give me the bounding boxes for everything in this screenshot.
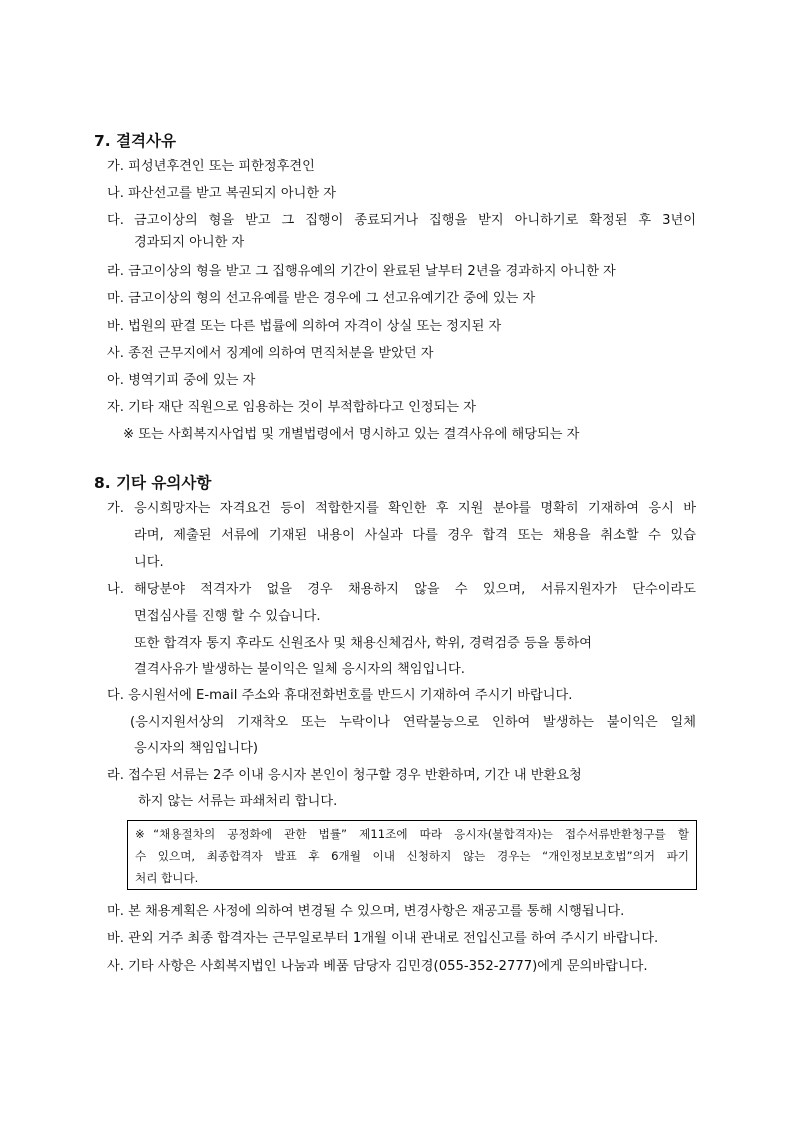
s8-item-ga-line2: 라며, 제출된 서류에 기재된 내용이 사실과 다를 경우 합격 또는 채용을 취소할 수 있습 <box>134 528 696 543</box>
list-item-a <box>107 371 255 391</box>
s8-item-da-line3: 응시자의 책임입니다) <box>134 741 258 756</box>
s8-item-na-line4: 결격사유가 발생하는 불이익은 일체 응시자의 책임입니다. <box>134 662 465 677</box>
s8-item-ra-line2: 하지 않는 서류는 파쇄처리 합니다. <box>138 794 338 809</box>
s8-item-da-line2: (응시지원서상의 기재착오 또는 누락이나 연락불능으로 인하여 발생하는 불이익은 일체 <box>130 715 696 730</box>
list-item-ja <box>107 398 476 418</box>
item-text: 본 채용계획은 사정에 의하여 변경될 수 있으며, 변경사항은 재공고를 통해 시행됩니다. <box>128 904 625 919</box>
s8-item-ga-line3: 니다. <box>134 555 164 570</box>
item-marker: 바. <box>107 319 124 334</box>
item-marker: 마. <box>107 904 124 919</box>
list-item-ga <box>107 157 315 177</box>
s8-item-na-marker: 나. <box>107 582 124 597</box>
list-item-sa <box>107 344 434 364</box>
item-text: 금고이상의 형을 받고 그 집행유예의 기간이 완료된 날부터 2년을 경과하지 아니한 자 <box>128 264 616 279</box>
list-item-ma <box>107 289 535 309</box>
item-text: 응시원서에 E-mail 주소와 휴대전화번호를 반드시 기재하여 주시기 바랍니다. <box>128 688 573 703</box>
section-7-note: ※ 또는 사회복지사업법 및 개별법령에서 명시하고 있는 결격사유에 해당되는 자 <box>123 427 580 442</box>
notice-line1: ※“채용절차의 공정화에 관한 법률” 제11조에 따라 응시자(불합격자)는 접수서류반환청구를 할 <box>135 827 689 841</box>
item-text: 관외 거주 최종 합격자는 근무일로부터 1개월 이내 관내로 전입신고를 하여 주시기 바랍니다. <box>128 931 659 946</box>
list-item-da-line2: 경과되지 아니한 자 <box>134 235 245 250</box>
notice-line3: 처리 합니다. <box>135 871 199 885</box>
item-marker: 자. <box>107 400 124 415</box>
item-text: 피성년후견인 또는 피한정후견인 <box>128 159 315 174</box>
item-text: 파산선고를 받고 복권되지 아니한 자 <box>128 186 336 201</box>
item-marker: 마. <box>107 291 124 306</box>
s8-item-ga-line1: 응시희망자는 자격요건 등이 적합한지를 확인한 후 지원 분야를 명확히 기재하여 응시 바 <box>134 501 696 516</box>
s8-item-ma <box>107 902 624 922</box>
item-marker: 나. <box>107 186 124 201</box>
section-8-title: 8. 기타 유의사항 <box>94 474 212 492</box>
list-item-ra <box>107 262 616 282</box>
list-item-na <box>107 184 336 204</box>
item-marker: 라. <box>107 264 124 279</box>
s8-item-na-line1: 해당분야 적격자가 없을 경우 채용하지 않을 수 있으며, 서류지원자가 단수이라도 <box>134 582 696 597</box>
list-item-da-marker: 다. <box>107 213 124 228</box>
s8-item-sa <box>107 957 648 977</box>
item-text: 병역기피 중에 있는 자 <box>128 373 256 388</box>
s8-item-ba <box>107 929 658 949</box>
item-marker: 라. <box>107 768 124 783</box>
s8-item-da <box>107 686 572 706</box>
item-text: 종전 근무지에서 징계에 의하여 면직처분을 받았던 자 <box>128 346 434 361</box>
item-text: 금고이상의 형의 선고유예를 받은 경우에 그 선고유예기간 중에 있는 자 <box>128 291 536 306</box>
item-text: 기타 사항은 사회복지법인 나눔과 베품 담당자 김민경(055-352-2777)에게 문의바랍니다. <box>128 959 648 974</box>
notice-line2: 수 있으며, 최종합격자 발표 후 6개월 이내 신청하지 않는 경우는 “개인정보보호법”의거 파기 <box>135 849 689 863</box>
item-marker: 아. <box>107 373 124 388</box>
item-marker: 다. <box>107 688 124 703</box>
list-item-ba <box>107 317 501 337</box>
item-text: 법원의 판결 또는 다른 법률에 의하여 자격이 상실 또는 정지된 자 <box>128 319 502 334</box>
item-text: 접수된 서류는 2주 이내 응시자 본인이 청구할 경우 반환하며, 기간 내 반환요청 <box>128 768 582 783</box>
item-marker: 사. <box>107 346 124 361</box>
s8-item-ga-marker: 가. <box>107 501 124 516</box>
item-marker: 사. <box>107 959 124 974</box>
section-7-title: 7. 결격사유 <box>94 132 176 150</box>
list-item-da-line1: 금고이상의 형을 받고 그 집행이 종료되거나 집행을 받지 아니하기로 확정된 후 3년이 <box>134 213 696 228</box>
item-text: 기타 재단 직원으로 임용하는 것이 부적합하다고 인정되는 자 <box>128 400 476 415</box>
s8-item-na-line2: 면접심사를 진행 할 수 있습니다. <box>134 609 321 624</box>
item-marker: 바. <box>107 931 124 946</box>
notice-box <box>127 820 697 890</box>
s8-item-na-line3: 또한 합격자 통지 후라도 신원조사 및 채용신체검사, 학위, 경력검증 등을 통하여 <box>134 636 592 651</box>
item-marker: 가. <box>107 159 124 174</box>
s8-item-ra <box>107 766 582 786</box>
